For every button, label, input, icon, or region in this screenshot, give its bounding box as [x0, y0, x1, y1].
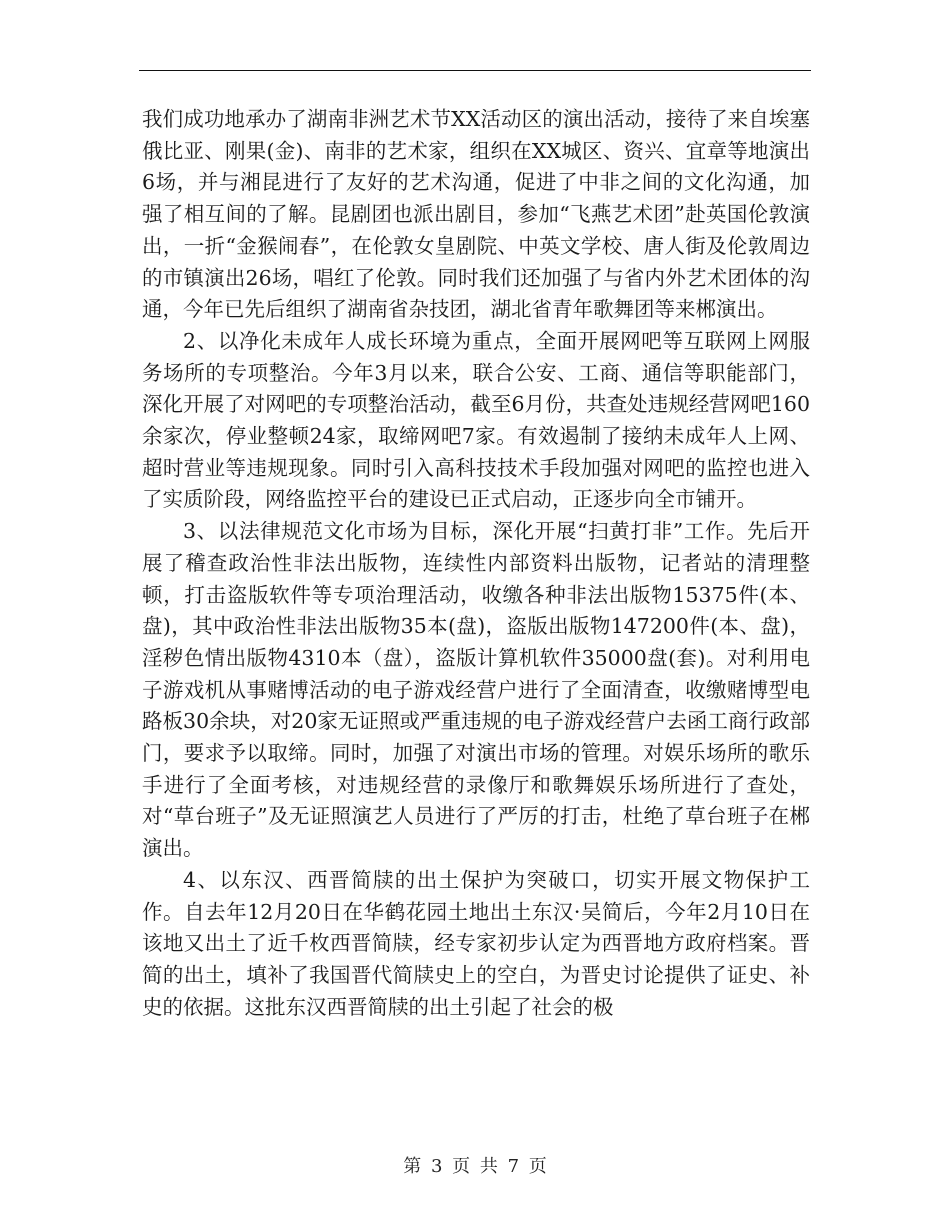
page-number-footer: 第 3 页 共 7 页: [403, 1156, 547, 1177]
paragraph-internet-cafe-rectification: 2、以净化未成年人成长环境为重点，全面开展网吧等互联网上网服务场所的专项整治。今年3月以来，联合公安、工商、通信等职能部门，深化开展了对网吧的专项整治活动，截至6月份，共查处违规经营网吧160余家次，停业整顿24家，取缔网吧7家。有效遏制了接纳未成年人上网、超时营业等违规现象。同时引入高科技技术手段加强对网吧的监控也进入了实质阶段，网络监控平台的建设已正式启动，正逐步向全市铺开。: [142, 328, 810, 512]
paragraph-anti-pornography-illegal-publications: 3、以法律规范文化市场为目标，深化开展“扫黄打非”工作。先后开展了稽查政治性非法出版物，连续性内部资料出版物，记者站的清理整顿，打击盗版软件等专项治理活动，收缴各种非法出版物15375件(本、盘)，其中政治性非法出版物35本(盘)，盗版出版物147200件(本、盘)，淫秽色情出版物4310本（盘），盗版计算机软件35000盘(套)。对利用电子游戏机从事赌博活动的电子游戏经营户进行了全面清查，收缴赌博型电路板30余块，对20家无证照或严重违规的电子游戏经营户去函工商行政部门，要求予以取缔。同时，加强了对演出市场的管理。对娱乐场所的歌乐手进行了全面考核，对违规经营的录像厅和歌舞娱乐场所进行了查处，对“草台班子”及无证照演艺人员进行了严厉的打击，杜绝了草台班子在郴演出。: [142, 519, 810, 861]
paragraph-continuation: 我们成功地承办了湖南非洲艺术节XX活动区的演出活动，接待了来自埃塞俄比亚、刚果(金)、南非的艺术家，组织在XX城区、资兴、宜章等地演出6场，并与湘昆进行了友好的艺术沟通，促进了中非之间的文化沟通，加强了相互间的了解。昆剧团也派出剧目，参加“飞燕艺术团”赴英国伦敦演出，一折“金猴闹春”，在伦敦女皇剧院、中英文学校、唐人街及伦敦周边的市镇演出26场，唱红了伦敦。同时我们还加强了与省内外艺术团体的沟通，今年已先后组织了湖南省杂技团，湖北省青年歌舞团等来郴演出。: [142, 107, 810, 322]
header-rule: [139, 70, 811, 71]
document-body: [142, 104, 810, 1023]
paragraph-bamboo-slips-protection: 4、以东汉、西晋简牍的出土保护为突破口，切实开展文物保护工作。自去年12月20日在华鹤花园土地出土东汉·吴简后，今年2月10日在该地又出土了近千枚西晋简牍，经专家初步认定为西晋地方政府档案。晋简的出土，填补了我国晋代简牍史上的空白，为晋史讨论提供了证史、补史的依据。这批东汉西晋简牍的出土引起了社会的极: [142, 867, 810, 1019]
